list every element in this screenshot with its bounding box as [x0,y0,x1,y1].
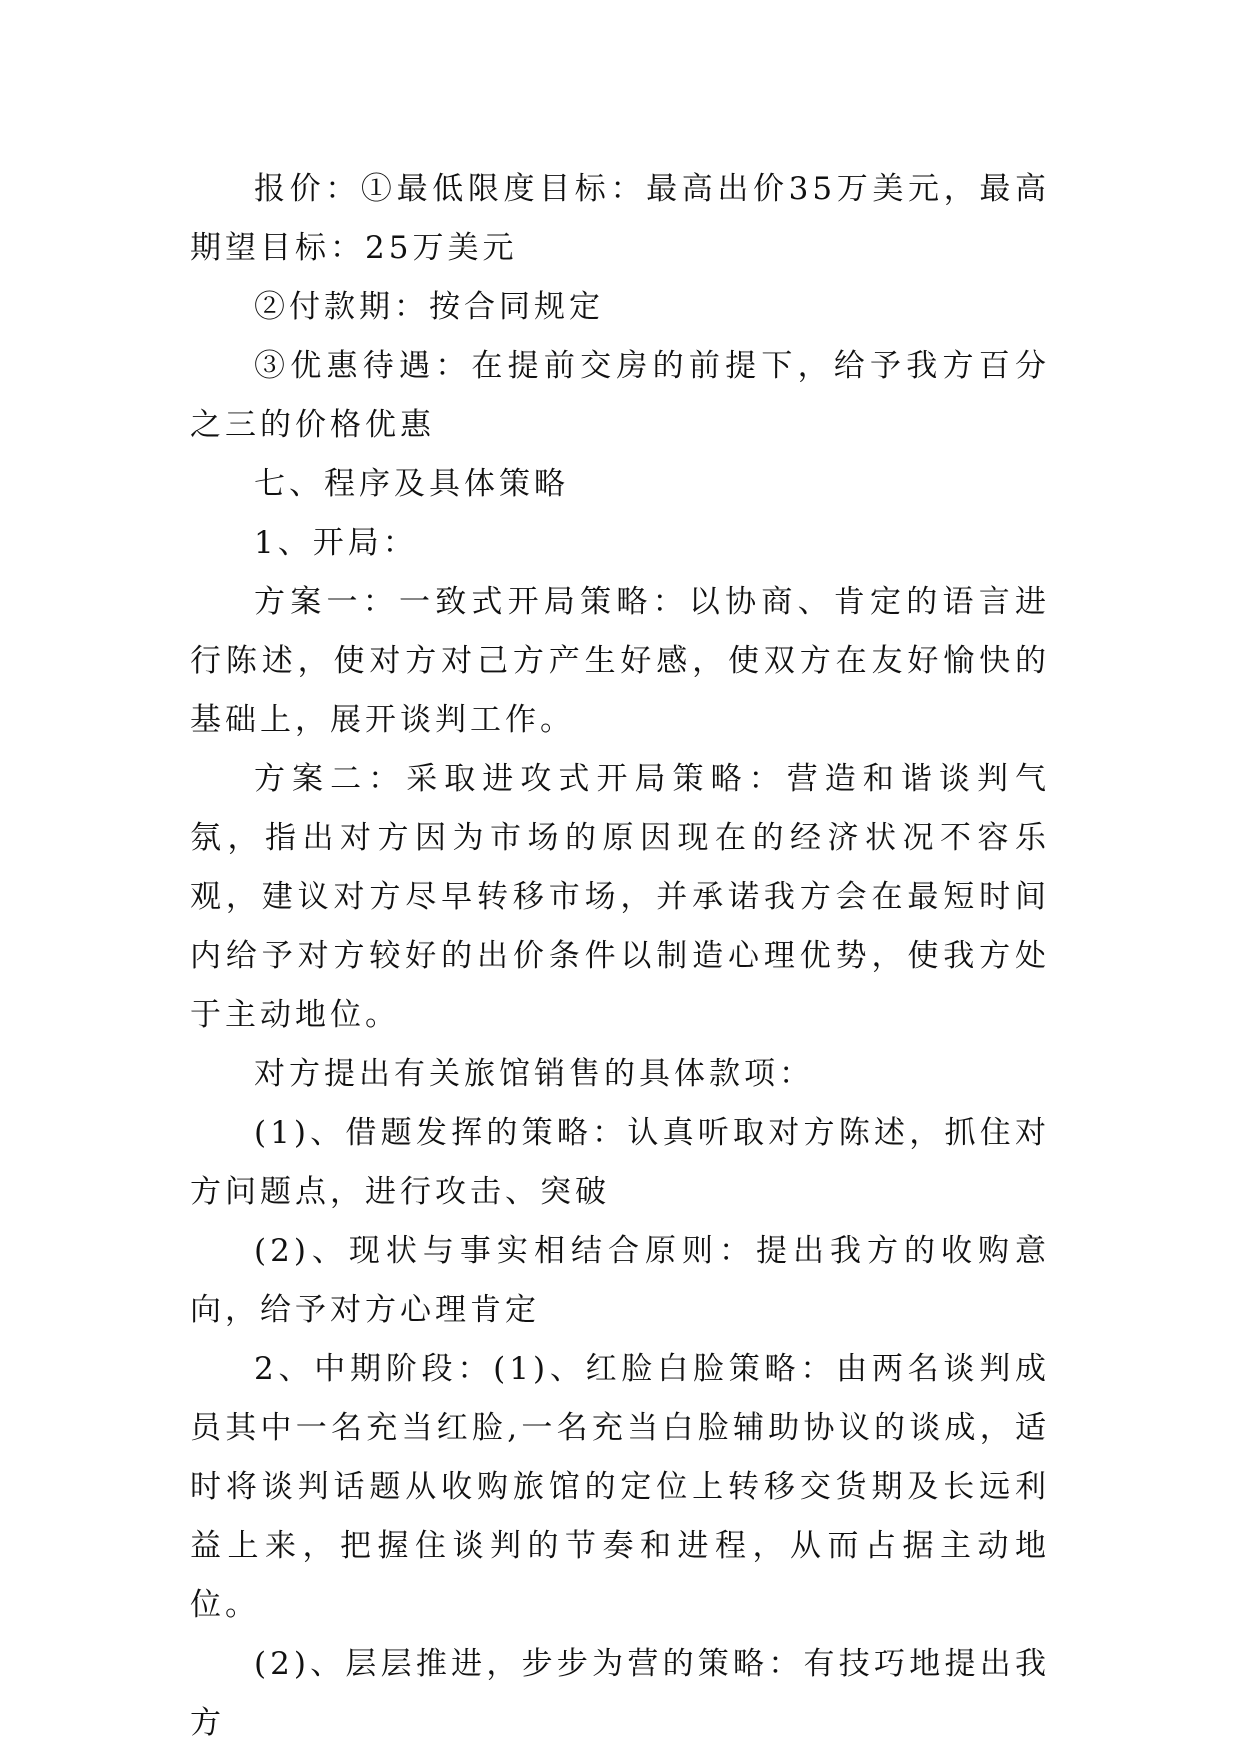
paragraph-plan-one: 方案一：一致式开局策略：以协商、肯定的语言进行陈述，使对方对己方产生好感，使双方在友好愉快的基础上，展开谈判工作。 [190,584,1050,738]
paragraph-middle-stage: 2、中期阶段：(1)、红脸白脸策略：由两名谈判成员其中一名充当红脸,一名充当白脸辅助协议的谈成，适时将谈判话题从收购旅馆的定位上转移交货期及长远利益上来，把握住谈判的节奏和进程，从而占据主动地位。 [190,1351,1050,1623]
subsection-heading-opening: 1、开局： [254,525,418,561]
paragraph-counterpart-items: 对方提出有关旅馆销售的具体款项： [254,1056,814,1092]
paragraph-strategy-2: (2)、现状与事实相结合原则：提出我方的收购意向，给予对方心理肯定 [190,1233,1050,1328]
section-heading-procedure: 七、程序及具体策略 [254,466,569,502]
paragraph-plan-two: 方案二：采取进攻式开局策略：营造和谐谈判气氛，指出对方因为市场的原因现在的经济状况不容乐观，建议对方尽早转移市场，并承诺我方会在最短时间内给予对方较好的出价条件以制造心理优势，使我方处于主动地位。 [190,761,1050,1033]
paragraph-strategy-1: (1)、借题发挥的策略：认真听取对方陈述，抓住对方问题点，进行攻击、突破 [190,1115,1050,1210]
paragraph-payment-term: ②付款期：按合同规定 [254,289,604,325]
paragraph-step-by-step: (2)、层层推进，步步为营的策略：有技巧地提出我方 [190,1646,1050,1741]
document-body [190,160,1050,1753]
paragraph-preferential-treatment: ③优惠待遇：在提前交房的前提下，给予我方百分之三的价格优惠 [190,348,1050,443]
paragraph-quote-price: 报价：①最低限度目标：最高出价35万美元，最高期望目标：25万美元 [190,171,1050,266]
